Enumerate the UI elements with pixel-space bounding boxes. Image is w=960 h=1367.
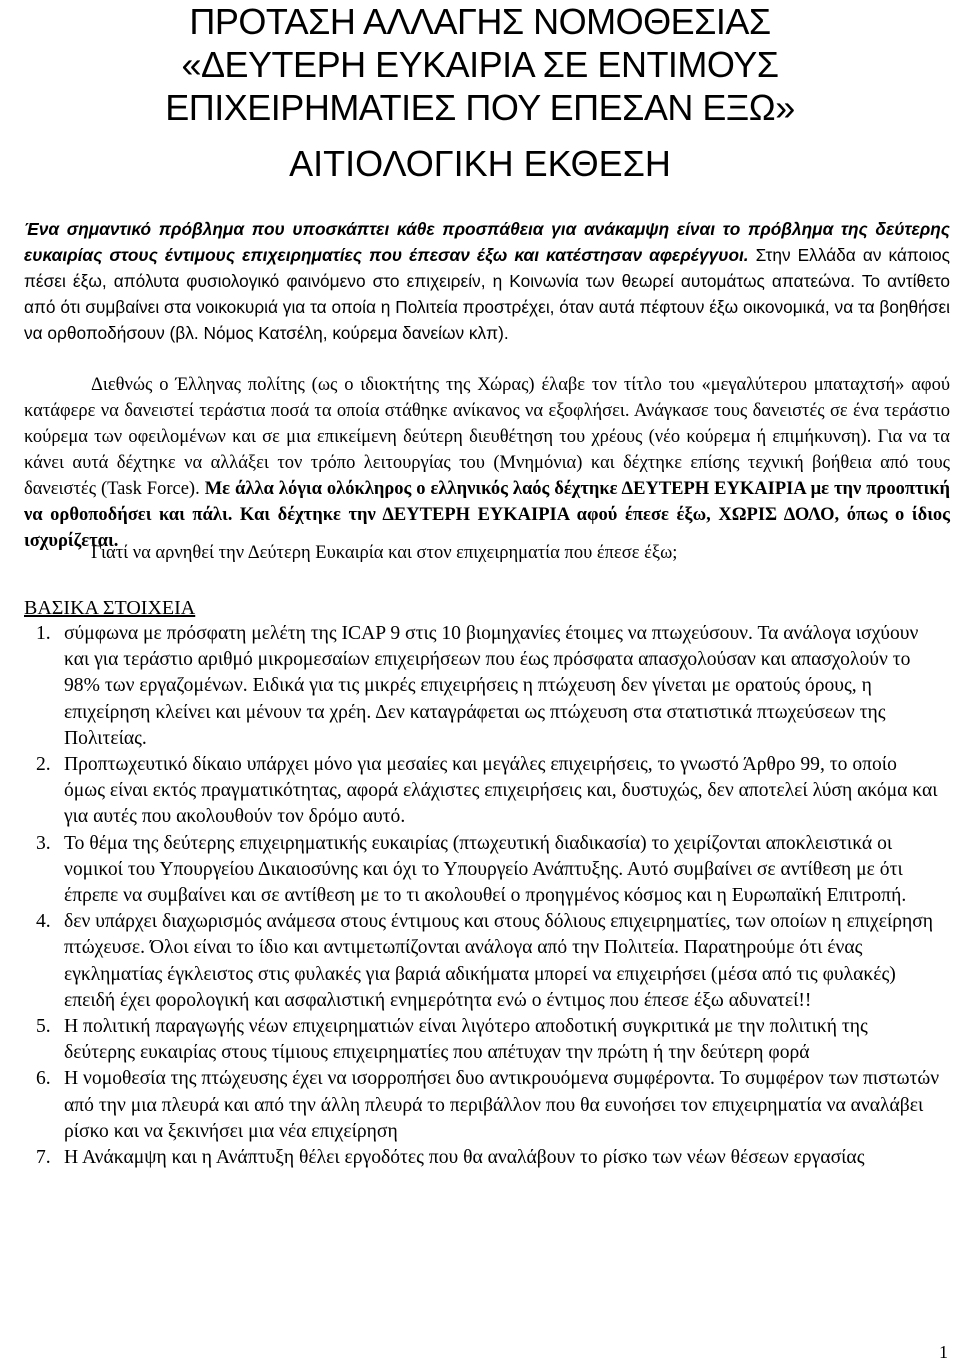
intro-bold-text: Ένα σημαντικό πρόβλημα που υποσκάπτει κάθε προσπάθεια για ανάκαμψη είναι το πρόβλημα της δεύτερης ευκαιρίας στους έντιμους επιχειρηματίες που έπεσαν έξω και κατέστησαν αφερέγγυοι. (24, 219, 950, 265)
list-item (24, 1145, 942, 1171)
intro-text: Στην Ελλάδα αν κάποιος πέσει έξω, απόλυτα φυσιολογικό φαινόμενο στο επιχειρείν, η Κοινωνία των θεωρεί αυτομάτως απατεώνα. Το αντίθετο από ότι συμβαίνει στα νοικοκυριά για τα οποία η Πολιτεία προστρέχει, όταν αυτά πέφτουν έξω οικονομικά, να τα βοηθήσει να ορθοποδήσουν (βλ. Νόμος Κατσέλη, κούρεμα δανείων κλπ). (24, 245, 950, 343)
list-item-text: Προπτωχευτικό δίκαιο υπάρχει μόνο για μεσαίες και μεγάλες επιχειρήσεις, το γνωστό Άρθρο 99, το οποίο όμως είναι εκτός πραγματικότητας, αφορά ελάχιστες επιχειρήσεις και, δυστυχώς, δεν αποτελεί λύση ακόμα και για αυτές που ακολουθούν τον δρόμο αυτό. (64, 754, 938, 828)
title-line-3: ΕΠΙΧΕΙΡΗΜΑΤΙΕΣ ΠΟΥ ΕΠΕΣΑΝ ΕΞΩ» (165, 87, 795, 128)
list-item-number: 2. (36, 754, 51, 776)
list-item (24, 831, 942, 910)
title-line-1: ΠΡΟΤΑΣΗ ΑΛΛΑΓΗΣ ΝΟΜΟΘΕΣΙΑΣ (189, 1, 771, 42)
list-item (24, 1014, 942, 1066)
list-item (24, 752, 942, 831)
question-paragraph: Γιατί να αρνηθεί την Δεύτερη Ευκαιρία και στον επιχειρηματία που έπεσε έξω; (91, 543, 678, 563)
title-line-2: «ΔΕΥΤΕΡΗ ΕΥΚΑΙΡΙΑ ΣΕ ΕΝΤΙΜΟΥΣ (181, 44, 779, 85)
page-number: 1 (939, 1342, 948, 1362)
list-item-text: δεν υπάρχει διαχωρισμός ανάμεσα στους έντιμους και στους δόλιους επιχειρηματίες, των οποίων η επιχείρηση πτώχευσε. Όλοι είναι το ίδιο και αντιμετωπίζονται ανάλογα από την Πολιτεία. Παρατηρούμε ότι ένας εγκληματίας έγκλειστος στις φυλακές για βαριά αδικήματα μπορεί να επιχειρήσει (μέσα από τις φυλακές) επειδή έχει φορολογική και ασφαλιστική ενημερότητα ενώ ο έντιμος που έπεσε έξω αδυνατεί!! (64, 911, 934, 1011)
list-item-number: 4. (36, 911, 51, 933)
list-item-text: Το θέμα της δεύτερης επιχειρηματικής ευκαιρίας (πτωχευτική διαδικασία) το χειρίζονται αποκλειστικά οι νομικοί του Υπουργείου Δικαιοσύνης και όχι το Υπουργείο Ανάπτυξης. Αυτό συμβαίνει σε αντίθεση με ότι έπρεπε να συμβαίνει και σε αντίθεση με το τι ακολουθεί ο προηγμένος κόσμος και η Ευρωπαϊκή Επιτροπή. (64, 832, 907, 907)
list-item-number: 1. (36, 623, 51, 644)
paragraph-2-bold: Με άλλα λόγια ολόκληρος ο ελληνικός λαός δέχτηκε ΔΕΥΤΕΡΗ ΕΥΚΑΙΡΙΑ με την προοπτική να ορθοποδήσει και πάλι. Και δέχτηκε την ΔΕΥΤΕΡΗ ΕΥΚΑΙΡΙΑ αφού έπεσε έξω, ΧΩΡΙΣ ΔΟΛΟ, όπως ο ίδιος ισχυρίζεται. (24, 479, 950, 551)
list-item (24, 1066, 942, 1145)
paragraph-2-text-1: Διεθνώς ο Έλληνας πολίτης (ως ο ιδιοκτήτης της Χώρας) έλαβε τον τίτλο του «μεγαλύτερου μπαταχτσή» αφού κατάφερε να δανειστεί τεράστια ποσά τα οποία στάθηκε ανίκανος να εξοφλήσει. (24, 375, 950, 421)
basic-elements-list (24, 621, 942, 1171)
paragraph-2-text-2: Ανάγκασε τους δανειστές σε ένα τεράστιο κούρεμα των οφειλομένων και σε μια επικείμενη δεύτερη διευθέτηση του χρέους (νέο κούρεμα ή επιμήκυνση). Για να τα κάνει αυτά δέχτηκε να αλλάξει τον τρόπο λειτουργίας του (Μνημόνια) και δέχτηκε επίσης τεχνική βοήθεια από τους δανειστές (Task Force). (24, 401, 950, 499)
list-item-text: Η Ανάκαμψη και η Ανάπτυξη θέλει εργοδότες που θα αναλάβουν το ρίσκο των νέων θέσεων εργασίας (64, 1147, 865, 1169)
list-item-number: 3. (36, 832, 51, 854)
list-item (24, 621, 942, 752)
document-subtitle: ΑΙΤΙΟΛΟΓΙΚΗ ΕΚΘΕΣΗ (289, 143, 671, 184)
section-heading: ΒΑΣΙΚΑ ΣΤΟΙΧΕΙΑ (24, 597, 196, 619)
list-item-text: σύμφωνα με πρόσφατη μελέτη της ICAP 9 στις 10 βιομηχανίες έτοιμες να πτωχεύσουν. Τα ανάλογα ισχύουν και για τεράστιο αριθμό μικρομεσαίων επιχειρήσεων που έως πρόσφατα απασχολούσαν και απασχολούν το 98% των εργαζομένων. Ειδικά για τις μικρές επιχειρήσεις η πτώχευση δεν γίνεται με ορατούς όρους, η επιχείρηση κλείνει και μένουν τα χρέη. Δεν καταγράφεται ως πτώχευση στα στατιστικά πτωχεύσεων της Πολιτείας. (64, 623, 919, 749)
document-title (0, 0, 960, 129)
list-item-text: Η πολιτική παραγωγής νέων επιχειρηματιών είναι λιγότερο αποδοτική συγκριτικά με την πολιτική της δεύτερης ευκαιρίας στους τίμιους επιχειρηματίες που απέτυχαν την πρώτη ή την δεύτερη φορά (64, 1016, 868, 1064)
list-item-number: 5. (36, 1016, 51, 1038)
list-item (24, 909, 942, 1014)
list-item-number: 6. (36, 1068, 51, 1090)
list-item-text: Η νομοθεσία της πτώχευσης έχει να ισορροπήσει δυο αντικρουόμενα συμφέροντα. Το συμφέρον των πιστωτών από την μια πλευρά και από την άλλη πλευρά το περιβάλλον που θα ευνοήσει τον επιχειρηματία να αναλάβει ρίσκο και να ξεκινήσει μια νέα επιχείρηση (64, 1068, 940, 1142)
intro-paragraph (24, 216, 950, 346)
paragraph-2 (24, 372, 950, 554)
list-item-number: 7. (36, 1147, 51, 1169)
